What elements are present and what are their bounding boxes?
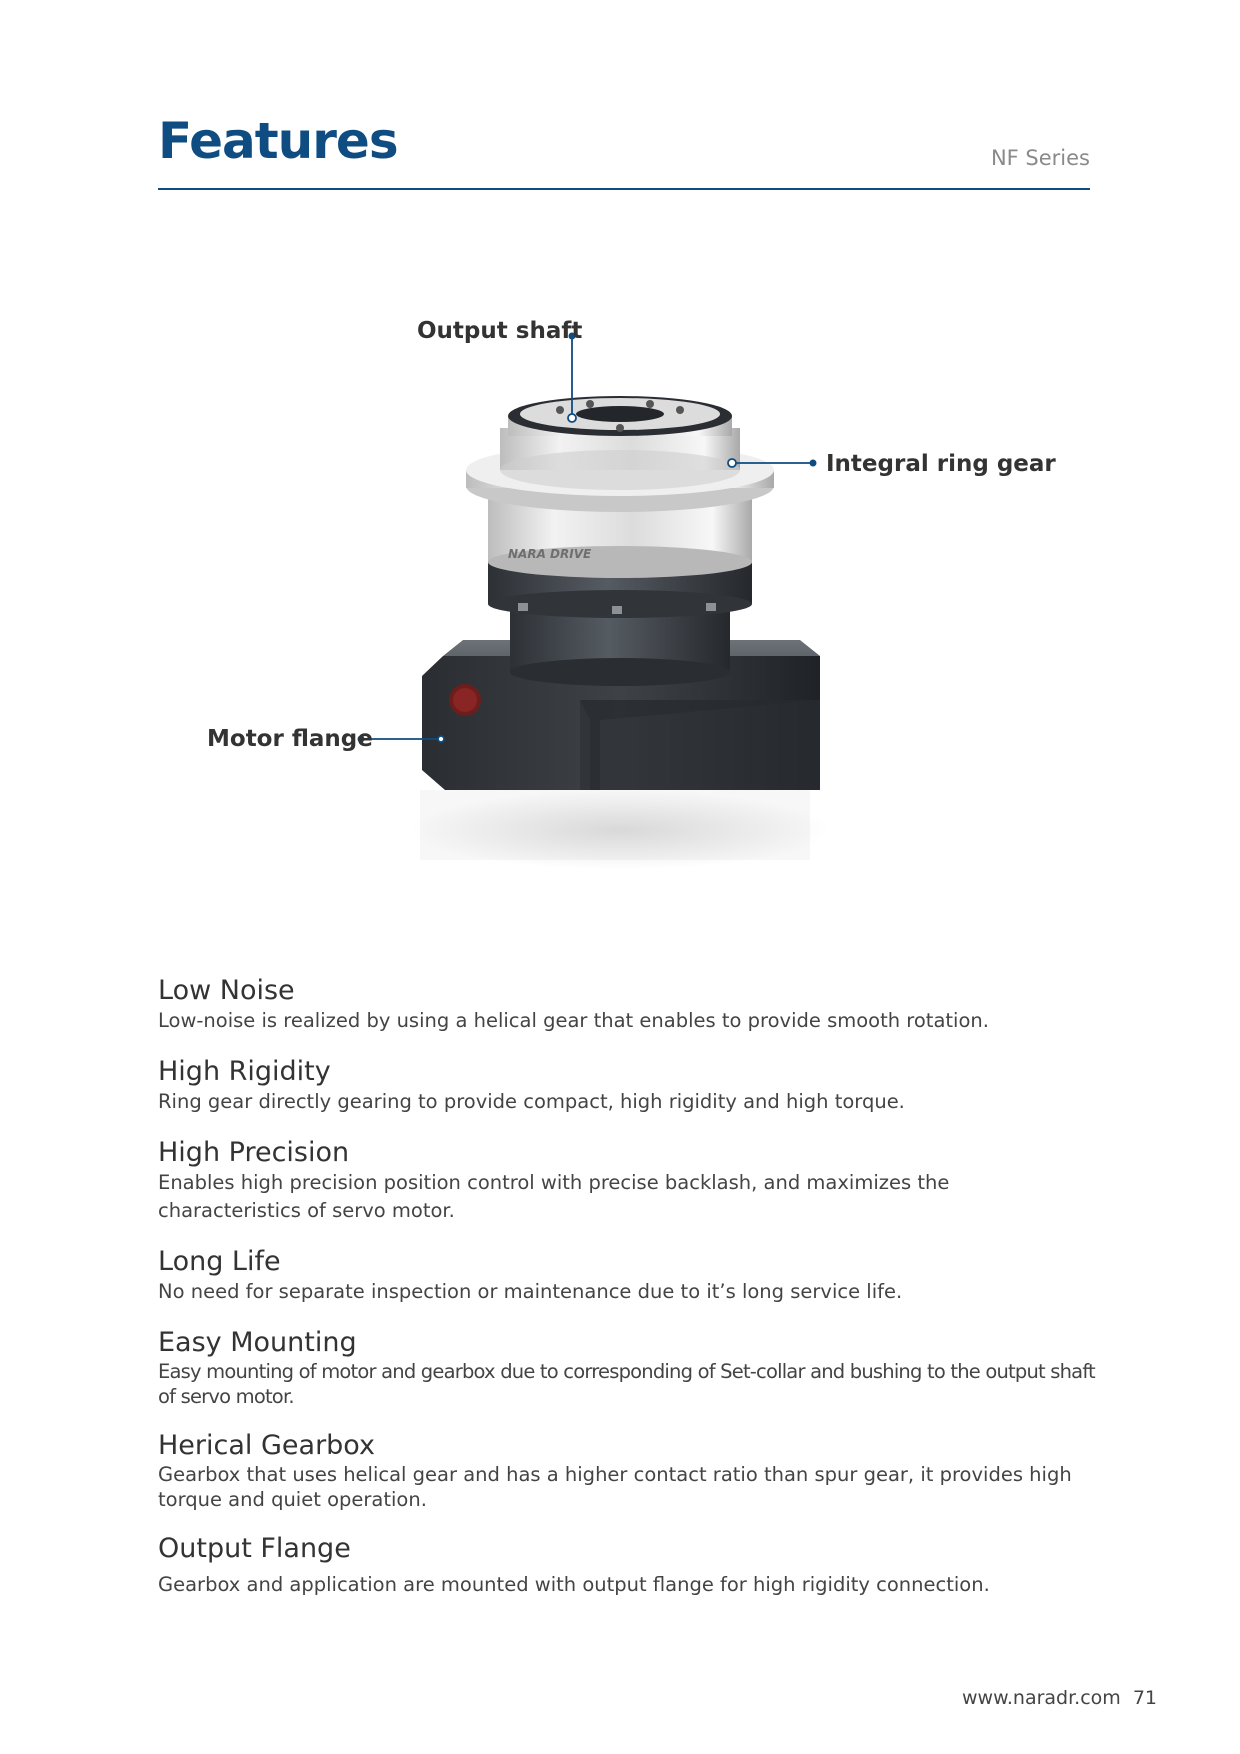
feature-description: Easy mounting of motor and gearbox due to corresponding of Set-collar and bushing to the output shaft of servo motor. [158, 1360, 1095, 1408]
website-link[interactable]: www.naradr.com [962, 1687, 1121, 1709]
callout-motor-flange: Motor flange [207, 726, 373, 752]
page-footer [962, 1687, 1157, 1709]
feature-title: Easy Mounting [158, 1327, 357, 1358]
feature-description: Ring gear directly gearing to provide compact, high rigidity and high torque. [158, 1090, 905, 1113]
feature-description: No need for separate inspection or maintenance due to it’s long service life. [158, 1280, 903, 1303]
ring-gear-housing [466, 396, 774, 578]
feature-title: Herical Gearbox [158, 1430, 375, 1461]
feature-title: High Rigidity [158, 1056, 331, 1087]
feature-title: High Precision [158, 1137, 350, 1168]
features-list [158, 975, 1098, 1620]
page-number: 71 [1132, 1687, 1157, 1709]
feature-item [158, 975, 1098, 1035]
feature-description: Gearbox that uses helical gear and has a higher contact ratio than spur gear, it provides high torque and quiet operation. [158, 1463, 1072, 1511]
callout-integral-ring-gear: Integral ring gear [826, 451, 1056, 477]
feature-title: Low Noise [158, 975, 295, 1006]
feature-title: Output Flange [158, 1533, 351, 1564]
callout-output-shaft: Output shaft [417, 318, 583, 344]
page-title: Features [158, 112, 398, 170]
feature-item [158, 1533, 1098, 1599]
feature-item [158, 1056, 1098, 1116]
feature-item [158, 1246, 1098, 1306]
feature-description: Gearbox and application are mounted with output flange for high rigidity connection. [158, 1573, 990, 1596]
brand-mark: NARA DRIVE [508, 547, 592, 561]
floor-reflection [420, 790, 810, 860]
feature-title: Long Life [158, 1246, 281, 1277]
feature-item [158, 1137, 1098, 1225]
feature-item [158, 1327, 1098, 1409]
dark-housing [488, 560, 752, 686]
series-label: NF Series [990, 146, 1090, 170]
feature-description: Enables high precision position control with precise backlash, and maximizes the characteristics of servo motor. [158, 1171, 950, 1222]
feature-description: Low-noise is realized by using a helical gear that enables to provide smooth rotation. [158, 1009, 989, 1032]
feature-item [158, 1430, 1098, 1512]
